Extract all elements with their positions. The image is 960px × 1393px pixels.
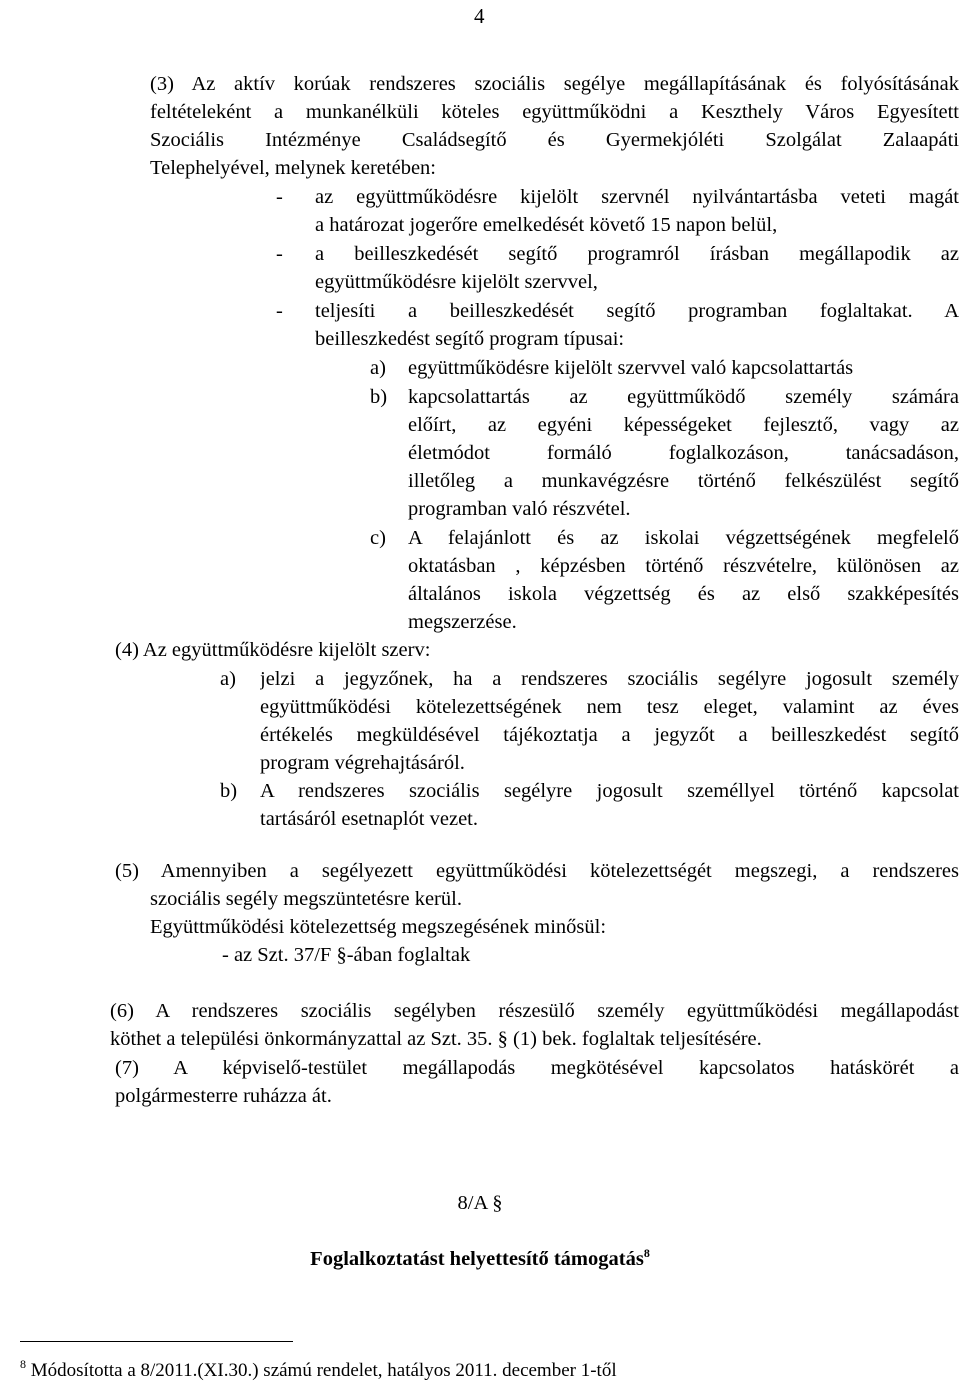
p5-line-1: (5) Amennyiben a segélyezett együttműködési kötelezettségét megszegi, a rendszeres xyxy=(115,860,959,882)
p5-item: - az Szt. 37/F §-ában foglaltak xyxy=(222,944,471,966)
p6-line-2: köthet a települési önkormányzattal az Szt. 35. § (1) bek. foglaltak teljesítésére. xyxy=(110,1028,762,1050)
p4-a-line-4: program végrehajtásáról. xyxy=(260,752,465,774)
p3-line-2: feltételeként a munkanélküli köteles együttműködni a Keszthely Város Egyesített xyxy=(150,101,959,123)
item-c-label: c) xyxy=(370,527,386,549)
section-number: 8/A § xyxy=(457,1192,503,1214)
item-a-label: a) xyxy=(370,357,386,379)
item-c-line-1: A felajánlott és az iskolai végzettségének megfelelő xyxy=(408,527,959,549)
bullet-3-line-2: beilleszkedést segítő program típusai: xyxy=(315,328,625,350)
p4-heading: (4) Az együttműködésre kijelölt szerv: xyxy=(115,639,431,661)
footnote-mark: 8 xyxy=(20,1357,26,1371)
p6-line-1: (6) A rendszeres szociális segélyben részesülő személy együttműködési megállapodást xyxy=(110,1000,959,1022)
p5-subheading: Együttműködési kötelezettség megszegésének minősül: xyxy=(150,916,607,938)
item-c-line-4: megszerzése. xyxy=(408,611,517,633)
item-c-line-2: oktatásban , képzésben történő részvételre, különösen az xyxy=(408,555,959,577)
item-b-line-1: kapcsolattartás az együttműködő személy számára xyxy=(408,386,959,408)
footnote-text: Módosította a 8/2011.(XI.30.) számú rendelet, hatályos 2011. december 1-től xyxy=(30,1360,617,1381)
item-b-line-4: illetőleg a munkavégzésre történő felkészülést segítő xyxy=(408,470,959,492)
p4-b-line-2: tartásáról esetnaplót vezet. xyxy=(260,808,478,830)
bullet-2-line-1: a beilleszkedését segítő programról írásban megállapodik az xyxy=(315,243,959,265)
item-b-line-5: programban való részvétel. xyxy=(408,498,631,520)
p4-b-label: b) xyxy=(220,780,238,802)
p7-line-1: (7) A képviselő-testület megállapodás megkötésével kapcsolatos hatáskörét a xyxy=(115,1057,959,1079)
p3-line-4: Telephelyével, melynek keretében: xyxy=(150,157,436,179)
item-c-line-3: általános iskola végzettség és az első szakképesítés xyxy=(408,583,959,605)
item-a-line-1: együttműködésre kijelölt szervvel való kapcsolattartás xyxy=(408,357,854,379)
footnote-separator xyxy=(20,1341,293,1342)
p4-b-line-1: A rendszeres szociális segélyre jogosult személlyel történő kapcsolat xyxy=(260,780,959,802)
p3-line-1: (3) Az aktív korúak rendszeres szociális segélye megállapításának és folyósításának xyxy=(150,73,959,95)
bullet-1-line-2: a határozat jogerőre emelkedését követő 15 napon belül, xyxy=(315,214,778,236)
section-title xyxy=(0,1248,960,1271)
p3-line-3: Szociális Intézménye Családsegítő és Gyermekjóléti Szolgálat Zalaapáti xyxy=(150,129,959,151)
bullet-3-line-1: teljesíti a beilleszkedését segítő programban foglaltakat. A xyxy=(315,300,959,322)
p5-line-2: szociális segély megszüntetésre kerül. xyxy=(150,888,462,910)
bullet-dash-2: - xyxy=(276,243,283,265)
p4-a-label: a) xyxy=(220,668,236,690)
item-b-line-3: életmódot formáló foglalkozáson, tanácsadáson, xyxy=(408,442,959,464)
bullet-dash-1: - xyxy=(276,186,283,208)
item-b-line-2: előírt, az egyéni képességeket fejlesztő, vagy az xyxy=(408,414,959,436)
footnote-ref: 8 xyxy=(643,1246,650,1260)
item-b-label: b) xyxy=(370,386,388,408)
p4-a-line-1: jelzi a jegyzőnek, ha a rendszeres szociális segélyre jogosult személy xyxy=(260,668,959,690)
bullet-1-line-1: az együttműködésre kijelölt szervnél nyilvántartásba veteti magát xyxy=(315,186,959,208)
page-number: 4 xyxy=(474,4,485,28)
p4-a-line-3: értékelés megküldésével tájékoztatja a jegyzőt a beilleszkedést segítő xyxy=(260,724,959,746)
bullet-2-line-2: együttműködésre kijelölt szervvel, xyxy=(315,271,598,293)
p7-line-2: polgármesterre ruházza át. xyxy=(115,1085,332,1107)
section-title-text: Foglalkoztatást helyettesítő támogatás xyxy=(310,1248,644,1270)
p4-a-line-2: együttműködési kötelezettségének nem tesz eleget, valamint az éves xyxy=(260,696,959,718)
footnote xyxy=(20,1357,617,1382)
bullet-dash-3: - xyxy=(276,300,283,322)
